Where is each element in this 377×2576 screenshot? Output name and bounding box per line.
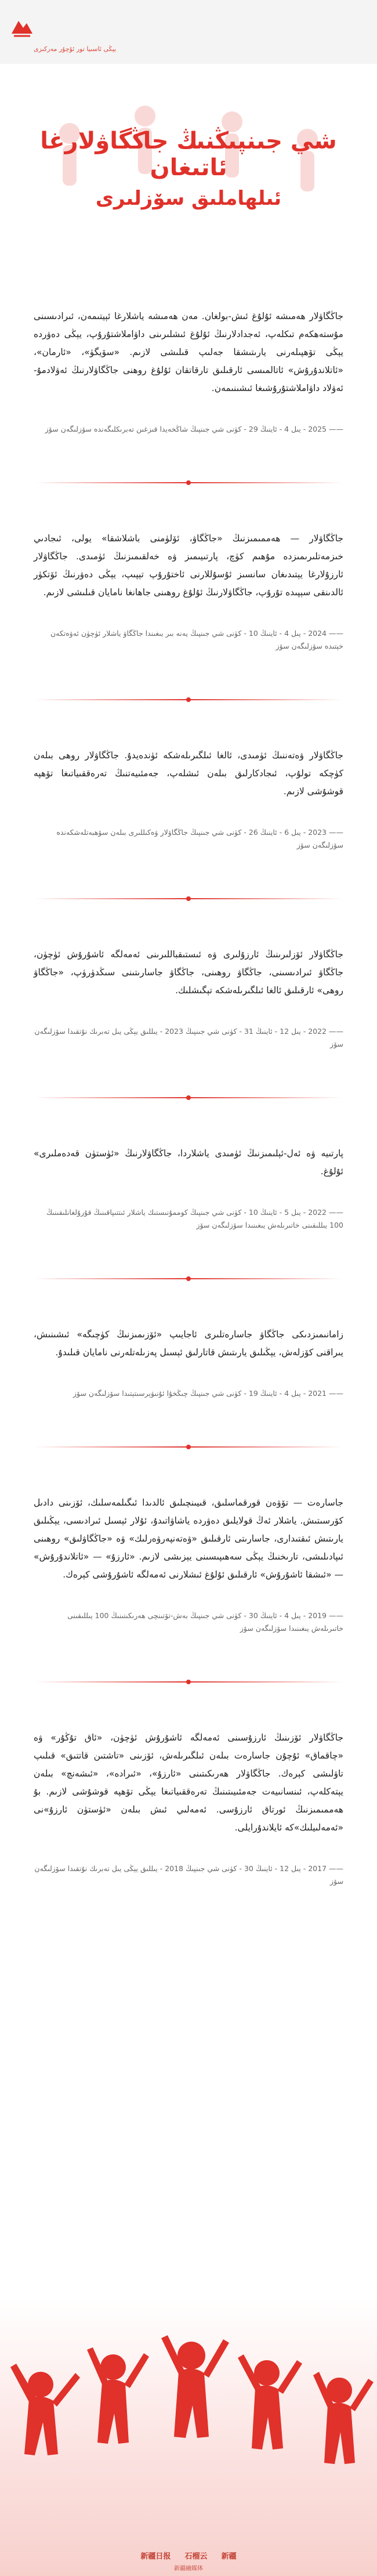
section-divider (35, 898, 342, 899)
footer-logo-shiliuyun: 石榴云 (184, 2552, 208, 2561)
title-line-1: شي جىنپىڭنىڭ جاڭگاۋلارغا ئاتىغان (40, 128, 337, 181)
footer-logo-xinjiang: 新疆 (221, 2552, 237, 2561)
quote-source: —— 2023 - يىل 6 - ئاينىڭ 26 - كۈنى شي جىنپىڭ جاڭگاۋلار ۋەكىللىرى بىلەن سۆھبەتلەشكەندە سۆزلىگەن سۆز (56, 828, 343, 849)
quote-text: جاڭگاۋلار — ھەممىمىزنىڭ «جاڭگاۋ، ئۆلۈمنى باشلاشقا» يولى، ئىجادىي خىزمەتلىرىمىزدە مۇھىم كۈچ، پارتىيىمىز ۋە خەلقىمىزنىڭ ئۈمىدى. جاڭگاۋلار ئارزۇلارغا يېتىدىغان سانسىز ئۇسۇللارنى ئاختۇرۇپ تېپىپ، يېڭى دەۋرنىڭ ئۆتكۈر ئالدىنقى سېپىدە تۇرۇپ، جاڭگاۋلارنىڭ ئۇلۇغ روھىنى جاھانغا نامايان قىلىشى لازىم. (34, 533, 343, 598)
section-divider (35, 699, 342, 700)
quote-section (34, 747, 343, 852)
quote-section (34, 946, 343, 1051)
jumping-youth-silhouette-icon (0, 2298, 377, 2576)
section-divider (35, 1446, 342, 1448)
quote-text: جاڭگاۋلار ھەمىشە ئۇلۇغ ئىش-بولغان. مەن ھەمىشە ياشلارغا ئېيتىمەن، ئىرادىسىنى مۇستەھكەم تىكلەپ، ئەجدادلارنىڭ ئۇلۇغ ئىشلىرىنى داۋاملاشتۇرۇپ، يېڭى دەۋردە يېڭى تۆھپىلەرنى يارىتىشقا جەلىپ قىلىشى لازىم. «سۆيگۈ»، «ئارمان»، «ئاتلاندۇرۇش» ئاتالمىسى ئارقىلىق تارقاتقان ئۇلۇغ روھنى جاڭگاۋلارنىڭ ئەۋلادمۇ-ئەۋلاد داۋاملاشتۇرۇشىغا ئىشىنىمەن. (34, 311, 343, 393)
quote-text: جاڭگاۋلار ۋەتەننىڭ ئۈمىدى، ئالغا ئىلگىرىلەشكە ئۈندەيدۇ. جاڭگاۋلار روھى بىلەن كۈچكە تولۇپ، ئىجادكارلىق بىلەن ئىشلەپ، جەمئىيەتنىڭ تەرەققىياتىغا تۆھپە قوشۇشى لازىم. (34, 750, 343, 797)
quote-section (34, 530, 343, 653)
quote-source: —— 2021 - يىل 4 - ئاينىڭ 19 - كۈنى شي جىنپىڭ چىڭخۇا ئۇنىۋېرسىتېتىدا سۆزلىگەن سۆز (72, 1389, 343, 1398)
quote-source: —— 2024 - يىل 4 - ئاينىڭ 10 - كۈنى شي جىنپىڭ يەنە بىر يىغىندا جاڭگاۋ ياشلار ئۈچۈن ئەۋەتكەن خېتىدە سۆزلىگەن سۆز (50, 629, 343, 650)
quote-text: پارتىيە ۋە ئەل-ئېلىمىزنىڭ ئۈمىدى ياشلاردا، جاڭگاۋلارنىڭ «ئۈستۈن قەدەملىرى» ئۇلۇغ. (34, 1148, 343, 1177)
brand-logo-icon (10, 10, 34, 43)
quote-text: زامانىمىزدىكى جاڭگاۋ جاسارەتلىرى ئاجايىپ «ئۆزىمىزنىڭ كۈچىگە» ئىشىنىش، يىراقنى كۆزلەش، يېڭىلىق يارىتىش قاتارلىق ئېسىل پەزىلەتلەرنى نامايان قىلىدۇ. (34, 1329, 343, 1358)
title-line-2: ئىلھاملىق سۆزلىرى (95, 187, 282, 210)
brand-name: يېڭى ئاسىيا تور ئۇچۇر مەركىزى (34, 45, 117, 53)
quote-section (34, 1326, 343, 1400)
quote-section (34, 1145, 343, 1232)
section-divider (35, 1097, 342, 1098)
quote-section (34, 1494, 343, 1635)
quote-section (34, 307, 343, 436)
quote-source: —— 2017 - يىل 12 - ئاينىڭ 30 - كۈنى شي جىنپىڭ 2018 - يىللىق يېڭى يىل تەبرىك نۇتقىدا سۆزلىگەن سۆز (34, 1864, 343, 1886)
section-divider (35, 482, 342, 483)
page-title (0, 128, 377, 210)
section-divider (35, 1681, 342, 1683)
footer-logo-xinjiang-daily: 新疆日报 (140, 2552, 171, 2561)
header-band (0, 0, 377, 64)
quote-source: —— 2022 - يىل 12 - ئاينىڭ 31 - كۈنى شي جىنپىڭ 2023 - يىللىق يېڭى يىل تەبرىك نۇتقىدا سۆزلىگەن سۆز (34, 1027, 343, 1048)
section-divider (35, 1278, 342, 1279)
quote-source: —— 2019 - يىل 4 - ئاينىڭ 30 - كۈنى شي جىنپىڭ بەش-تۆتىنچى ھەرىكىتىنىڭ 100 يىللىقىنى خاتىرىلەش يىغىنىدا سۆزلىگەن سۆز (67, 1611, 343, 1633)
footer-subtitle: 新疆融媒体 (174, 2566, 203, 2572)
quote-source: —— 2025 - يىل 4 - ئاينىڭ 29 - كۈنى شي جىنپىڭ شاڭخەيدا قىزغىن تەبرىكلىگەندە سۆزلىگەن سۆز (45, 425, 343, 433)
quote-text: جاڭگاۋلار ئۆزىنىڭ ئارزۇسىنى ئەمەلگە ئاشۇرۇش ئۈچۈن، «ئاق تۇڭۇر» ۋە «چاقماق» ئۇچۇن جاسارەت بىلەن ئىلگىرىلەش، ئۆزىنى «تاشتىن قاتتىق» قىلىپ تاۋلىشى كېرەك. جاڭگاۋلار ھەرىكىتىنى «ئارزۇ»، «ئىرادە»، «ئىشەنچ» بىلەن يېتەكلەپ، ئىنسانىيەت جەمئىيىتىنىڭ تەرەققىياتىغا يېڭى تۆھپە قوشۇشى لازىم. بۇ ھەممىمىزنىڭ ئورتاق ئارزۇسى. ئەمەلىي ئىش بىلەن «ئۈستۈن ئارزۇ»نى «ئەمەلىيلىك»كە ئايلاندۇرايلى. (34, 1732, 343, 1833)
quote-section (34, 1729, 343, 1888)
quote-source: —— 2022 - يىل 5 - ئاينىڭ 10 - كۈنى شي جىنپىڭ كوممۇنىستىك ياشلار ئىتتىپاقىنىڭ قۇرۇلغانلىقىنىڭ 100 يىللىقىنى خاتىرىلەش يىغىنىدا سۆزلىگەن سۆز (46, 1208, 343, 1229)
quote-text: جاڭگاۋلار ئۆزلىرىنىڭ ئارزۇلىرى ۋە ئىستىقباللىرىنى ئەمەلگە ئاشۇرۇش ئۈچۈن، جاڭگاۋ ئىرادىسىنى، جاڭگاۋ روھىنى، جاڭگاۋ جاسارىتىنى سىڭدۈرۈپ، «جاڭگاۋ روھى» ئارقىلىق ئالغا ئىلگىرىلەشكە تېگىشلىك. (34, 949, 343, 996)
footer-art (0, 2298, 377, 2576)
footer-logos (0, 2550, 377, 2561)
quote-text: جاسارەت — تۆۋەن قورقماسلىق، قىيىنچىلىق ئالدىدا ئىگىلمەسلىك، ئۆزىنى دادىل كۆرسىتىش. ياشلار ئەڭ قولايلىق دەۋردە ياشاۋاتىدۇ، ئۇلار ئېسىل ئىرادىسى، يېڭىلىق يارىتىش ئىقتىدارى، جاسارىتى ئارقىلىق «ۋەتەنپەرۋەرلىك» ۋە «جاڭگاۋلىق» روھىنى ئىپادىلىشى، تارىخنىڭ يېڭى سەھىپىسىنى يېزىشى لازىم. «ئارزۇ» — «ئاتلاندۇرۇش» — «ئىشقا ئاشۇرۇش» ئارقىلىق ئۇلۇغ ئىشلارنى ئەمەلگە ئاشۇرۇشى كېرەك. (34, 1497, 343, 1580)
quotes-list (34, 307, 343, 1888)
